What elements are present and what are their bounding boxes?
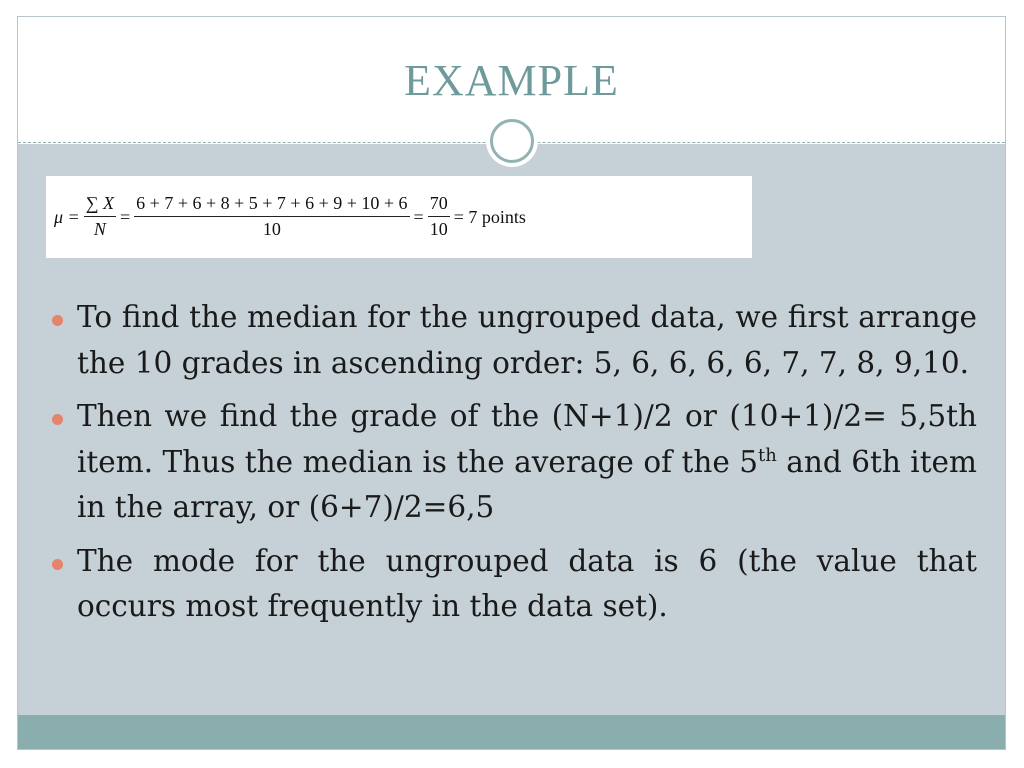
mean-formula (46, 176, 752, 258)
formula-fraction-sum-denominator: N (93, 219, 106, 239)
formula-fraction-total-denominator: 10 (429, 219, 448, 239)
bullet-item (51, 295, 977, 386)
formula-fraction-total (428, 194, 450, 240)
formula-fraction-values (134, 194, 409, 240)
formula-fraction-sum (84, 194, 116, 240)
slide (17, 16, 1006, 750)
formula-fraction-values-denominator: 10 (262, 219, 281, 239)
bullet-superscript: th (758, 444, 777, 466)
formula-fraction-sum-numerator: ∑ X (84, 194, 116, 217)
formula-equals-1: = (120, 206, 131, 227)
formula-fraction-total-numerator: 70 (428, 194, 450, 217)
circle-ring-icon (490, 119, 534, 163)
slide-title: EXAMPLE (404, 56, 619, 105)
formula-lhs: μ = (54, 206, 80, 227)
footer-bar (18, 715, 1005, 749)
formula-equals-2: = (413, 206, 424, 227)
bullet-item (51, 394, 977, 531)
bullet-dot-icon (52, 414, 63, 425)
bullet-dot-icon (52, 315, 63, 326)
bullet-dot-icon (52, 559, 63, 570)
formula-fraction-values-numerator: 6 + 7 + 6 + 8 + 5 + 7 + 6 + 9 + 10 + 6 (134, 194, 409, 217)
formula-image (46, 176, 752, 258)
bullet-text: To find the median for the ungrouped data, we first arrange the 10 grades in ascending order: 5, 6, 6, 6, 6, 7, 7, 8, 9,10. (77, 300, 977, 380)
bullet-text-continued: and 6th item in the array, or (6+7)/2=6,5 (77, 444, 977, 524)
bullet-list (51, 295, 977, 638)
bullet-text: Then we find the grade of the (N+1)/2 or (10+1)/2= 5,5th item. Thus the median is the average of the 5 (77, 399, 977, 479)
bullet-text: The mode for the ungrouped data is 6 (the value that occurs most frequently in the data set). (77, 543, 977, 623)
bullet-item (51, 539, 977, 630)
formula-result: = 7 points (453, 206, 526, 227)
